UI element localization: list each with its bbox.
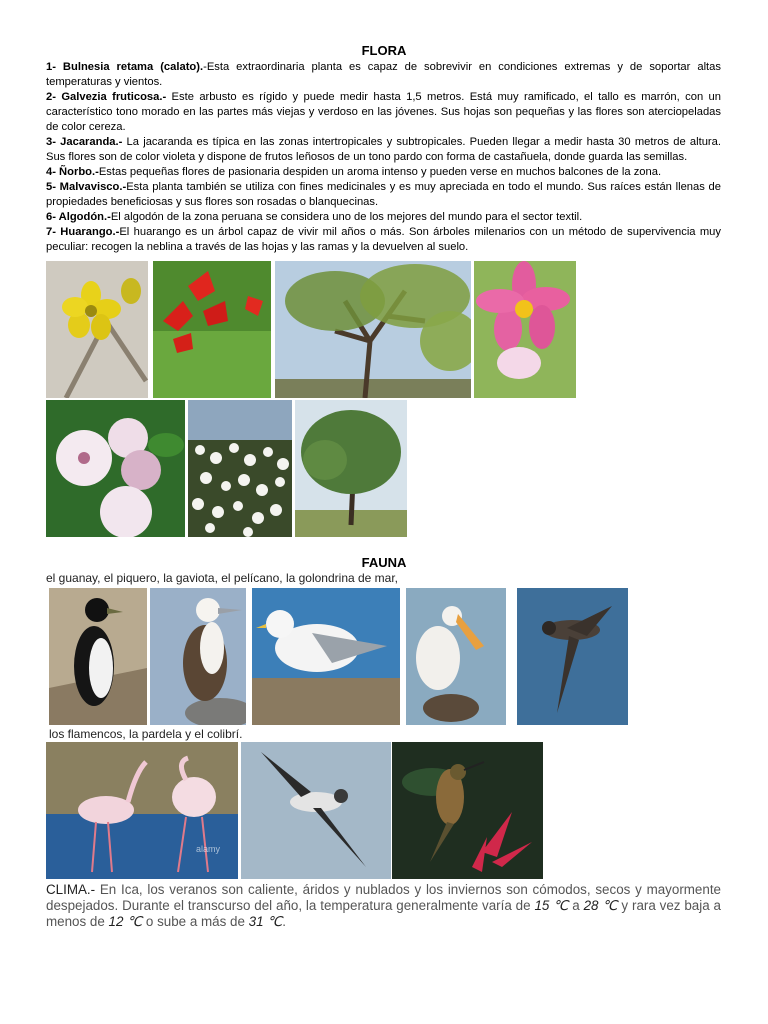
- flora-list: [46, 60, 721, 255]
- flora-item-2: 2- Galvezia fruticosa.- Este arbusto es rígido y puede medir hasta 1,5 metros. Está muy ramificado, el tallo es marrón, con un característico tono morado en las partes más viejas y verdoso en las jóvenes. Sus hojas son pequeñas y las flores son aterciopeladas de color cereza.: [46, 91, 721, 133]
- flora-item-1: 1- Bulnesia retama (calato).-Esta extraordinaria planta es capaz de sobrevivir en condiciones extremas y de soportar altas temperaturas y vientos.: [46, 61, 721, 88]
- flora-item-3: 3- Jacaranda.- La jacaranda es típica en las zonas intertropicales y subtropicales. Pueden llegar a medir hasta 30 metros de altura. Sus flores son de color violeta y dispone de frutos leñosos de un tono pardo con forma de castañuela, donde guarda las semillas.: [46, 136, 721, 163]
- fauna-caption-2: los flamencos, la pardela y el colibrí.: [49, 727, 243, 741]
- fauna-title: FAUNA: [361, 555, 407, 570]
- yellow-flower-icon: [46, 261, 148, 398]
- huarango-tree-icon: [295, 400, 407, 537]
- watermark: alamy: [196, 844, 221, 854]
- pink-flower-icon: [474, 261, 576, 398]
- clima-paragraph: CLIMA.- En Ica, los veranos son caliente, áridos y nublados y los inviernos son cómodos, secos y mayormente despejados. Durante el transcurso del año, la temperatura generalmente varía de 15 ℃ a 28 ℃ y rara vez baja a menos de 12 ℃ o sube a más de 31 ℃.: [46, 882, 721, 929]
- tree-icon: [275, 261, 471, 398]
- hummingbird-icon: [392, 742, 543, 879]
- temp-low: 15 ℃: [534, 898, 569, 913]
- red-flower-icon: [153, 261, 271, 398]
- tern-icon: [517, 588, 628, 725]
- clima-label: CLIMA.-: [46, 882, 96, 897]
- flamingo-icon: [46, 742, 238, 879]
- cormorant-icon: [49, 588, 147, 725]
- flora-title: FLORA: [361, 43, 407, 58]
- flora-item-6: 6- Algodón.-El algodón de la zona peruana se considera uno de los mejores del mundo para el sector textil.: [46, 211, 583, 223]
- flora-item-7: 7- Huarango.-El huarango es un árbol capaz de vivir mil años o más. Son árboles milenarios con un método de supervivencia muy peculiar: recogen la neblina a través de las hojas y las ramas y la devuelven al suelo.: [46, 226, 721, 253]
- gull-icon: [252, 588, 400, 725]
- temp-max: 31 ℃: [248, 914, 283, 929]
- shearwater-icon: [241, 742, 391, 879]
- temp-high: 28 ℃: [583, 898, 618, 913]
- booby-icon: [150, 588, 246, 725]
- flora-item-4: 4- Ñorbo.-Estas pequeñas flores de pasionaria despiden un aroma intenso y pueden verse en muchos balcones de la zona.: [46, 166, 662, 178]
- fauna-caption-1: el guanay, el piquero, la gaviota, el pelícano, la golondrina de mar,: [46, 571, 399, 585]
- flora-item-5: 5- Malvavisco.-Esta planta también se utiliza con fines medicinales y es muy apreciada en todo el mundo. Sus raíces están llenas de propiedades beneficiosas y sus flores son rosadas o blanquecinas.: [46, 181, 722, 208]
- pelican-icon: [406, 588, 506, 725]
- white-pink-flower-icon: [46, 400, 185, 537]
- temp-min: 12 ℃: [108, 914, 143, 929]
- cotton-icon: [188, 400, 292, 537]
